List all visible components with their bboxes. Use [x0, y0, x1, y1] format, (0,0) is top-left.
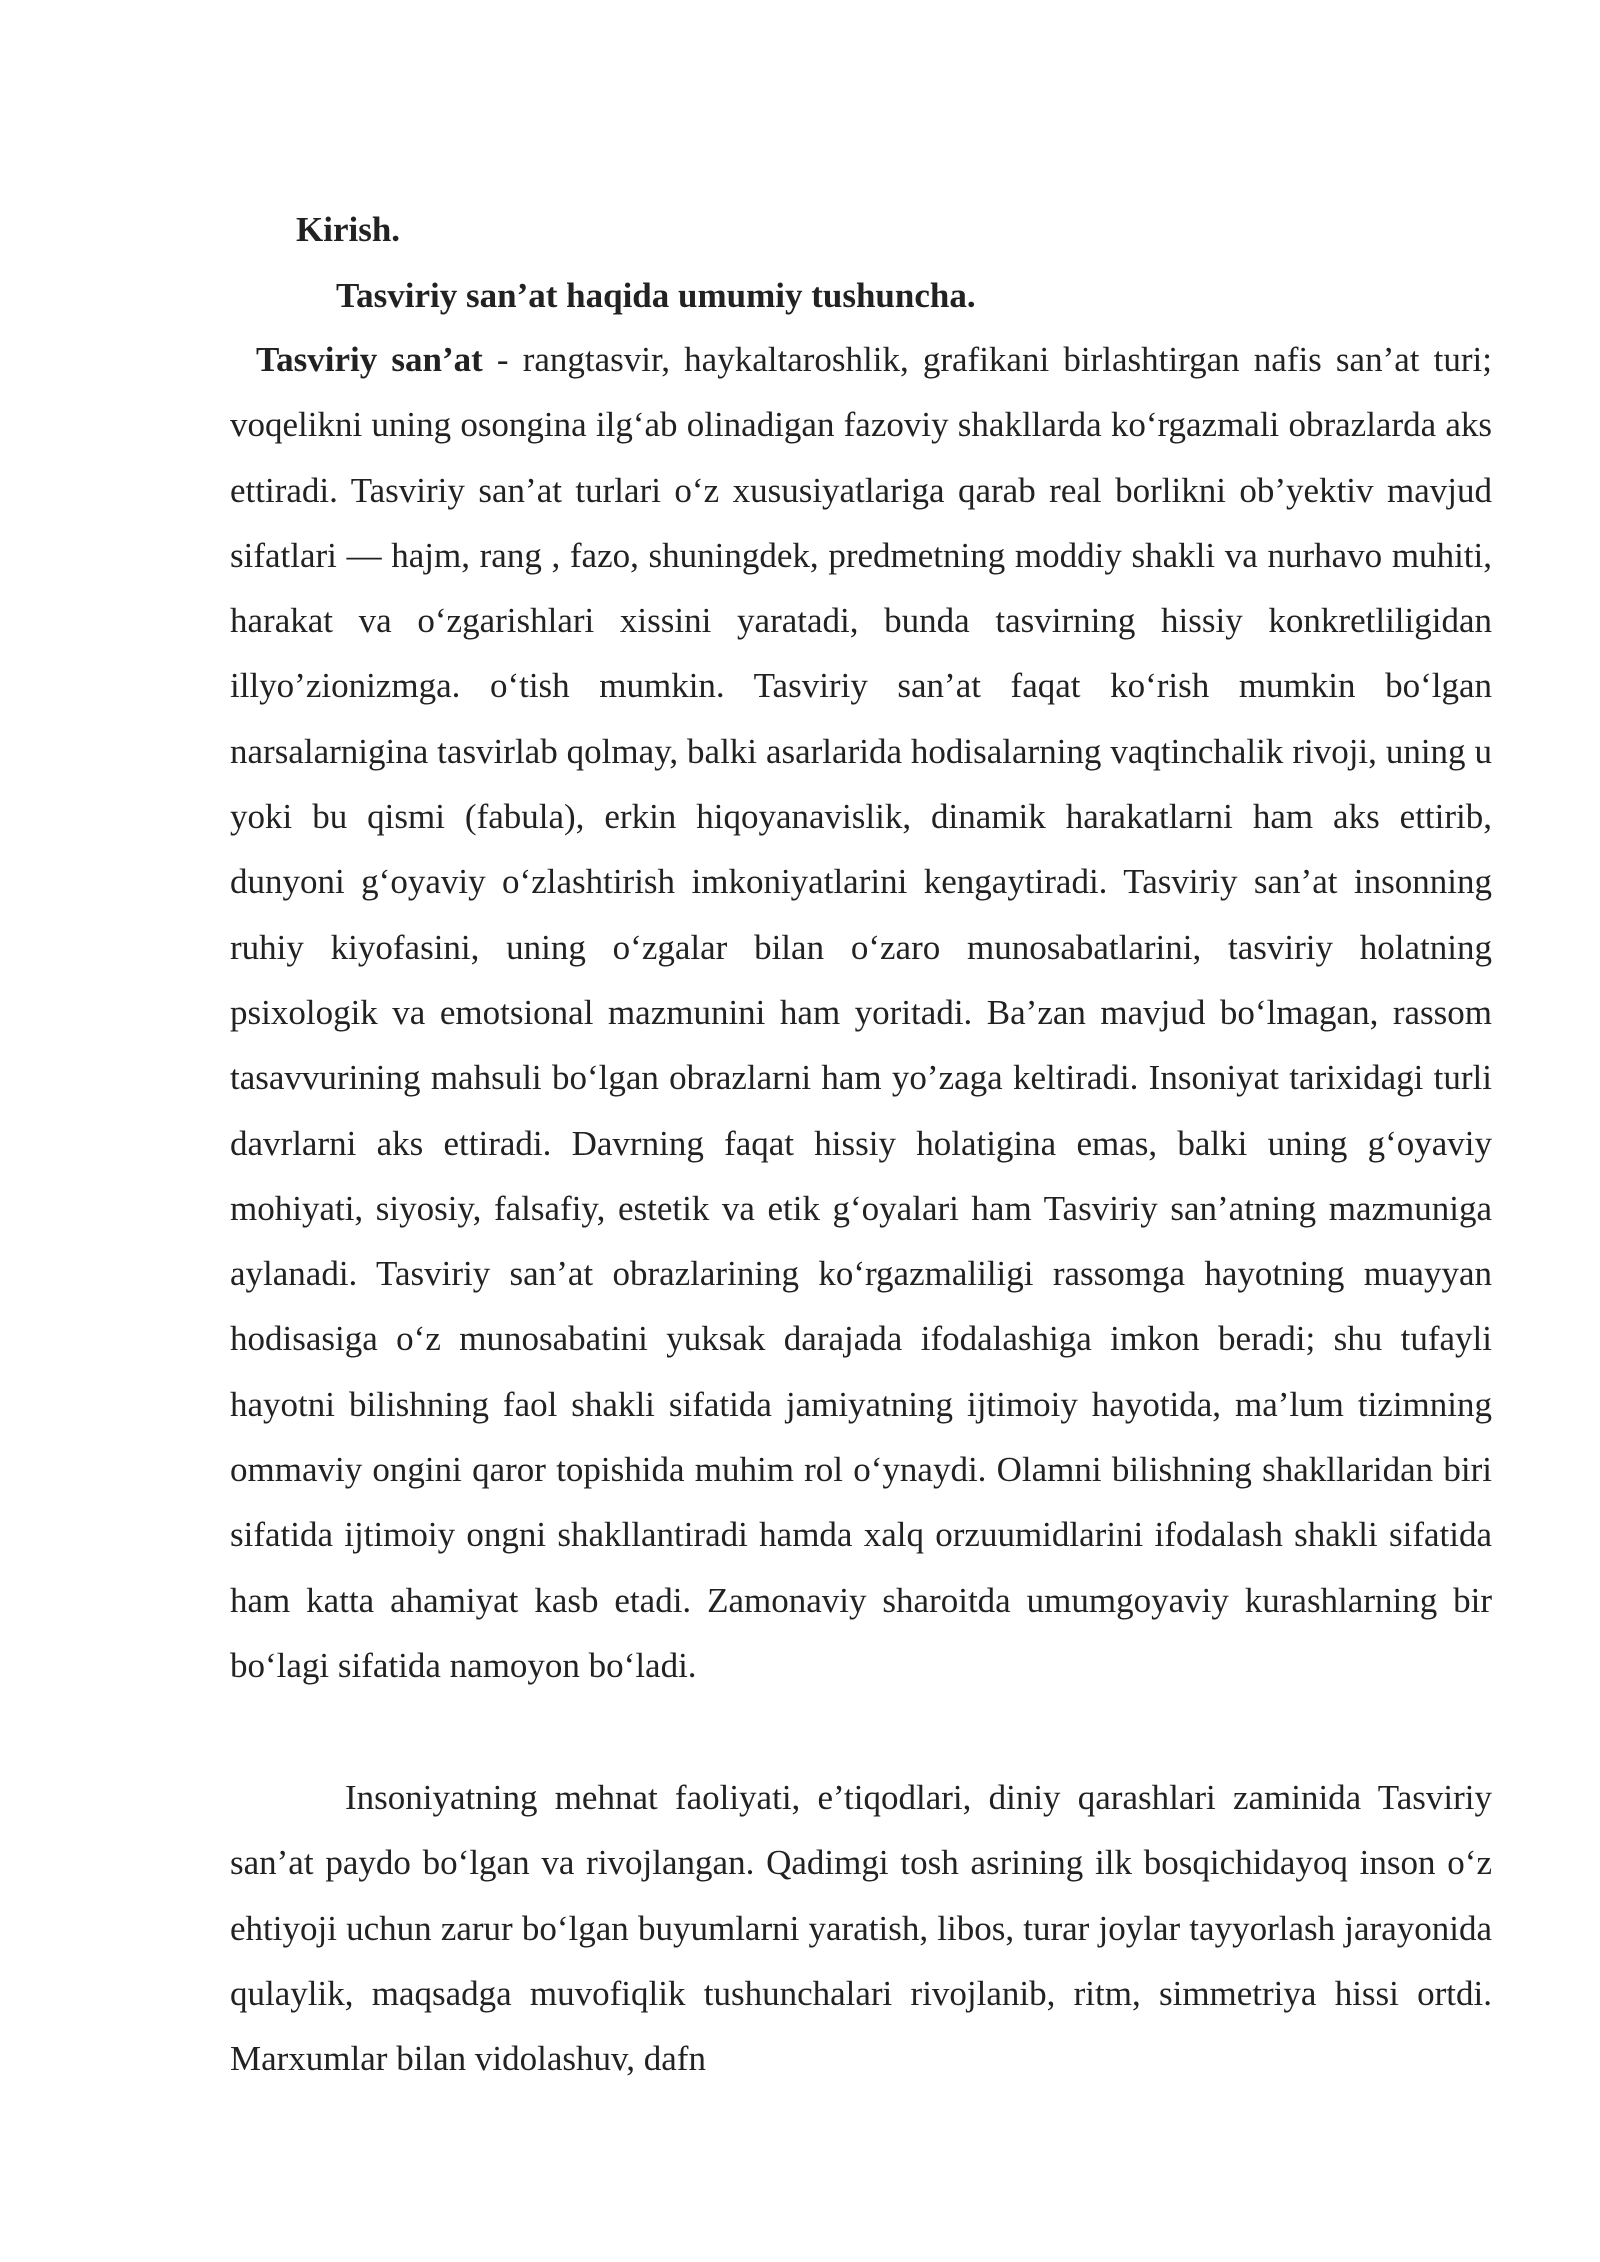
intro-heading: Kirish.	[296, 210, 401, 249]
section-heading: Tasviriy san’at haqida umumiy tushuncha.	[336, 276, 976, 315]
paragraph-1-text: - rangtasvir, haykaltaroshlik, grafikani birlashtirgan nafis san’at turi; voqelikni uning osongina ilg‘ab olinadigan fazoviy shakllarda ko‘rgazmali obrazlarda aks ettiradi. Tasviriy san’at turlari o‘z xususiyatlariga qarab real borlikni ob’yektiv mavjud sifatlari — hajm, rang , fazo, shuningdek, predmetning moddiy shakli va nurhavo muhiti, harakat va o‘zgarishlari xissini yaratadi, bunda tasvirning hissiy konkretliligidan illyo’zionizmga. o‘tish mumkin. Tasviriy san’at faqat ko‘rish mumkin bo‘lgan narsalarnigina tasvirlab qolmay, balki asarlarida hodisalarning vaqtinchalik rivoji, uning u yoki bu qismi (fabula), erkin hiqoyanavislik, dinamik harakatlarni ham aks ettirib, dunyoni g‘oyaviy o‘zlashtirish imkoniyatlarini kengaytiradi. Tasviriy san’at insonning ruhiy kiyofasini, uning o‘zgalar bilan o‘zaro munosabatlarini, tasviriy holatning psixologik va emotsional mazmunini ham yoritadi. Ba’zan mavjud bo‘lmagan, rassom tasavvurining mahsuli bo‘lgan obrazlarni ham yo’zaga keltiradi. Insoniyat tarixidagi turli davrlarni aks ettiradi. Davrning faqat hissiy holatigina emas, balki uning g‘oyaviy mohiyati, siyosiy, falsafiy, estetik va etik g‘oyalari ham Tasviriy san’atning mazmuniga aylanadi. Tasviriy san’at obrazlarining ko‘rgazmaliligi rassomga hayotning muayyan hodisasiga o‘z munosabatini yuksak darajada ifodalashiga imkon beradi; shu tufayli hayotni bilishning faol shakli sifatida jamiyatning ijtimoiy hayotida, ma’lum tizimning ommaviy ongini qaror topishida muhim rol o‘ynaydi. Olamni bilishning shakllaridan biri sifatida ijtimoiy ongni shakllantiradi hamda xalq orzuumidlarini ifodalash shakli sifatida ham katta ahamiyat kasb etadi. Zamonaviy sharoitda umumgoyaviy kurashlarning bir bo‘lagi sifatida namoyon bo‘ladi.	[230, 340, 1492, 1685]
body-paragraph-2: Insoniyatning mehnat faoliyati, e’tiqodlari, diniy qarashlari zaminida Tasviriy san’at paydo bo‘lgan va rivojlangan. Qadimgi tosh asrining ilk bosqichidayoq inson o‘z ehtiyoji uchun zarur bo‘lgan buyumlarni yaratish, libos, turar joylar tayyorlash jarayonida qulaylik, maqsadga muvofiqlik tushunchalari rivojlanib, ritm, simmetriya hissi ortdi. Marxumlar bilan vidolashuv, dafn	[230, 1778, 1492, 2079]
body-paragraph-1	[230, 327, 1492, 1698]
term-definition-title: Tasviriy san’at	[256, 340, 483, 379]
